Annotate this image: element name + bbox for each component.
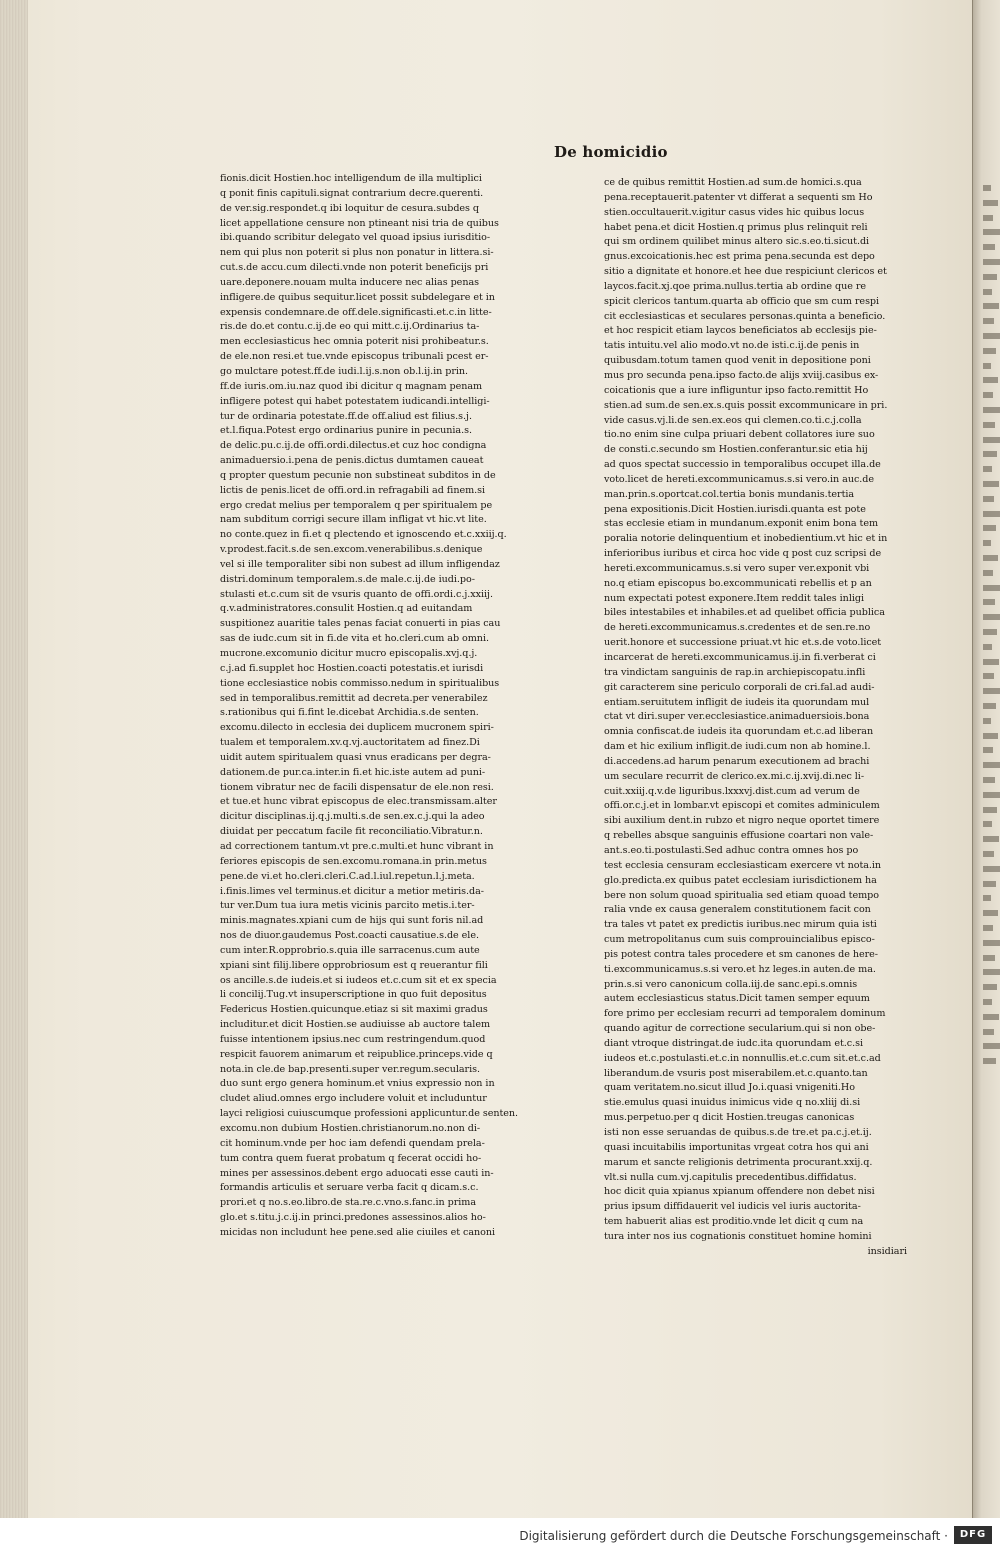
text-line: ad correctionem tantum.vt pre.c.multi.et hunc vibrant in (220, 840, 494, 852)
facing-page-text-fragment (983, 570, 993, 576)
text-line: go mulctare potest.ff.de iudi.l.ij.s.non ob.l.ij.in prin. (220, 365, 469, 377)
text-line: formandis articulis et seruare verba facit q dicam.s.c. (220, 1182, 479, 1194)
facing-page-text-fragment (983, 836, 999, 842)
text-line: offi.or.c.j.et in lombar.vt episcopi et comites adminiculem (604, 800, 880, 812)
text-line: layci religiosi cuiuscumque professioni applicuntur.de senten. (220, 1108, 519, 1120)
text-line: i.finis.limes vel terminus.et dicitur a metior metiris.da- (220, 885, 484, 897)
text-line: habet pena.et dicit Hostien.q primus plus relinquit reli (604, 221, 868, 233)
text-line: sas de iudc.cum sit in fi.de vita et ho.cleri.cum ab omni. (220, 633, 489, 645)
text-column-right (604, 176, 907, 1260)
text-line: quam veritatem.no.sicut illud Jo.i.quasi vnigeniti.Ho (604, 1082, 855, 1094)
text-line: cit ecclesiasticas et seculares personas.quinta a beneficio. (604, 310, 886, 322)
text-line: men ecclesiasticus hec omnia poterit nisi prohibeatur.s. (220, 336, 489, 348)
facing-page-text-fragment (983, 422, 995, 428)
text-line: fionis.dicit Hostien.hoc intelligendum de illa multiplici (220, 173, 482, 184)
text-line: isti non esse seruandas de quibus.s.de tre.et pa.c.j.et.ij. (604, 1127, 872, 1138)
text-line: ralia vnde ex causa generalem constitutionem facit con (604, 904, 871, 916)
facing-page-text-fragment (983, 644, 992, 650)
text-line: no conte.quez in fi.et q plectendo et ignoscendo et.c.xxiij.q. (220, 529, 507, 541)
footer-bar (0, 1518, 1000, 1556)
text-line: expensis condemnare.de off.dele.significasti.et.c.in litte- (220, 306, 492, 318)
text-line: tur de ordinaria potestate.ff.de off.aliud est filius.s.j. (220, 410, 472, 422)
text-line: diant vtroque distringat.de iudc.ita quorundam et.c.si (604, 1037, 864, 1049)
facing-page-text-fragment (983, 762, 1000, 768)
text-line: stas ecclesie etiam in mundanum.exponit enim bona tem (604, 518, 879, 530)
text-line: man.prin.s.oportcat.col.tertia bonis mundanis.tertia (604, 488, 855, 500)
facing-page-text-fragment (983, 407, 1000, 413)
text-line: prori.et q no.s.eo.libro.de sta.re.c.vno.s.fanc.in prima (220, 1197, 477, 1209)
facing-page-text-fragment (983, 229, 1000, 235)
text-column-left (220, 172, 540, 1241)
text-line: Federicus Hostien.quicunque.etiaz si sit maximi gradus (220, 1004, 488, 1016)
text-line: glo.predicta.ex quibus patet ecclesiam iurisdictionem ha (604, 874, 877, 886)
text-line: fore primo per ecclesiam recurri ad temporalem dominum (604, 1008, 886, 1020)
text-line: spicit clericos tantum.quarta ab officio que sm cum respi (604, 295, 880, 307)
text-line: hoc dicit quia xpianus xpianum offendere non debet nisi (604, 1186, 875, 1198)
text-line: dationem.de pur.ca.inter.in fi.et hic.iste autem ad puni- (220, 766, 486, 778)
text-line: bere non solum quoad spiritualia sed etiam quoad tempo (604, 889, 879, 901)
facing-page-text-fragment (983, 481, 999, 487)
text-line: ti.excommunicamus.s.si vero.et hz leges.in auten.de ma. (604, 963, 876, 975)
facing-page-text-fragment (983, 1014, 999, 1020)
text-line: excomu.non dubium Hostien.christianorum.no.non di- (220, 1123, 481, 1134)
text-line: suspitionez auaritie tales penas faciat conuerti in pias cau (220, 618, 501, 630)
text-line: poralia notorie delinquentium et inobedientium.vt hic et in (604, 533, 888, 545)
text-line: de ele.non resi.et tue.vnde episcopus tribunali pcest er- (220, 351, 489, 363)
facing-page-text-fragment (983, 614, 1000, 620)
text-line: vlt.si nulla cum.vj.capitulis precedentibus.diffidatus. (604, 1171, 857, 1183)
text-line: ris.de do.et contu.c.ij.de eo qui mitt.c.ij.Ordinarius ta- (220, 321, 480, 333)
facing-page-text-fragment (983, 881, 996, 887)
text-line: nota.in cle.de bap.presenti.super ver.regum.secularis. (220, 1063, 480, 1075)
text-line: sed in temporalibus.remittit ad decreta.per venerabilez (220, 692, 488, 704)
text-line: tatis intuitu.vel alio modo.vt no.de isti.c.ij.de penis in (604, 340, 860, 352)
facing-page-text-fragment (983, 585, 1000, 591)
text-line: v.prodest.facit.s.de sen.excom.venerabilibus.s.denique (220, 544, 483, 556)
text-line: omnia confiscat.de iudeis ita quorundam et.c.ad liberan (604, 726, 874, 738)
facing-page-text-fragment (983, 185, 991, 191)
text-line: mucrone.excomunio dicitur mucro episcopalis.xvj.q.j. (220, 648, 478, 659)
text-line: distri.dominum temporalem.s.de male.c.ij.de iudi.po- (220, 573, 475, 585)
text-line: pena.receptauerit.patenter vt differat a sequenti sm Ho (604, 191, 873, 203)
text-line: ibi.quando scribitur delegato vel quoad ipsius iurisditio- (220, 232, 491, 244)
text-line: excomu.dilecto in ecclesia dei duplicem mucronem spiri- (220, 722, 494, 734)
text-line: pene.de vi.et ho.cleri.cleri.C.ad.l.iul.repetun.l.j.meta. (220, 870, 475, 882)
text-line: iudeos et.c.postulasti.et.c.in nonnullis.et.c.cum sit.et.c.ad (604, 1052, 881, 1064)
text-line: micidas non includunt hee pene.sed alie ciuiles et canoni (220, 1226, 496, 1238)
text-line: no.q etiam episcopus bo.excommunicati rebellis et p an (604, 577, 872, 589)
text-line: fuisse intentionem ipsius.nec cum restringendum.quod (220, 1033, 486, 1045)
facing-page-text-fragment (983, 718, 991, 724)
text-line: os ancille.s.de iudeis.et si iudeos et.c.cum sit et ex specia (220, 974, 497, 986)
text-line: tem habuerit alias est proditio.vnde let dicit q cum na (604, 1216, 864, 1228)
text-line: s.rationibus qui fi.fint le.dicebat Archidia.s.de senten. (220, 707, 479, 719)
facing-page-text-fragment (983, 555, 998, 561)
facing-page-text-fragment (983, 940, 1000, 946)
text-line: tualem et temporalem.xv.q.vj.auctoritatem ad finez.Di (220, 737, 480, 749)
text-line: infligere potest qui habet potestatem iudicandi.intelligi- (220, 395, 490, 407)
text-line: tra vindictam sanguinis de rap.in archiepiscopatu.infli (604, 666, 866, 678)
text-line: tura inter nos ius cognationis constituet homine homini (604, 1230, 872, 1242)
text-line: dicitur disciplinas.ij.q.j.multi.s.de sen.ex.c.j.qui la adeo (220, 811, 485, 823)
facing-page-text-fragment (983, 703, 996, 709)
facing-page-text-fragment (983, 999, 992, 1005)
facing-page-text-fragment (983, 451, 997, 457)
text-line: dam et hic exilium infligit.de iudi.cum non ab homine.l. (604, 741, 871, 753)
facing-page-text-fragment (983, 333, 1000, 339)
text-line: minis.magnates.xpiani cum de hijs qui sunt foris nil.ad (220, 915, 484, 927)
text-line: entiam.seruitutem infligit de iudeis ita quorundam mul (604, 696, 870, 708)
facing-page-text-fragment (983, 303, 999, 309)
text-line: infligere.de quibus sequitur.licet possit subdelegare et in (220, 291, 495, 303)
text-line: tionem vibratur nec de facili dispensatur de ele.non resi. (220, 781, 494, 793)
facing-page-text-fragment (983, 244, 995, 250)
facing-page-text-fragment (983, 1043, 1000, 1049)
text-line: nam subditum corrigi secure illam infligat vt hic.vt lite. (220, 514, 487, 526)
text-line: c.j.ad fi.supplet hoc Hostien.coacti potestatis.et iurisdi (220, 662, 484, 674)
text-line: vide casus.vj.li.de sen.ex.eos qui clemen.co.ti.c.j.colla (604, 414, 862, 426)
text-line: sibi auxilium dent.in rubzo et nigro neque oportet timere (604, 815, 880, 827)
facing-page-text-fragment (983, 377, 998, 383)
text-line: tum contra quem fuerat probatum q fecerat occidi ho- (220, 1152, 482, 1164)
facing-page-text-fragment (983, 925, 993, 931)
text-line: et hoc respicit etiam laycos beneficiatos ab ecclesijs pie- (604, 325, 877, 337)
facing-page-text-fragment (983, 511, 1000, 517)
text-line: vel si ille temporaliter sibi non subest ad illum infligendaz (220, 558, 500, 570)
text-line: diuidat per peccatum facile fit reconciliatio.Vibratur.n. (220, 826, 483, 838)
text-line: q rebelles absque sanguinis effusione coartari non vale- (604, 830, 874, 842)
facing-page-text-fragment (983, 599, 995, 605)
facing-page-text-fragment (983, 688, 1000, 694)
text-line: ff.de iuris.om.iu.naz quod ibi dicitur q magnam penam (220, 380, 483, 392)
text-line: et.l.fiqua.Potest ergo ordinarius punire in pecunia.s. (220, 425, 472, 437)
facing-page-text-fragment (983, 733, 998, 739)
facing-page-text-fragment (983, 289, 992, 295)
text-line: inferioribus iuribus et circa hoc vide q post cuz scripsi de (604, 548, 882, 560)
text-line: li concilij.Tug.vt insuperscriptione in quo fuit depositus (220, 989, 487, 1001)
text-line: num expectati potest exponere.Item reddit tales inligi (604, 592, 864, 604)
book-page-edges (0, 0, 29, 1518)
text-line: liberandum.de vsuris post miserabilem.et.c.quanto.tan (604, 1067, 868, 1079)
text-line: coicationis que a iure infliguntur ipso facto.remittit Ho (604, 384, 869, 396)
funding-note: Digitalisierung gefördert durch die Deutsche Forschungsgemeinschaft · (519, 1529, 948, 1543)
facing-page-text-fragment (983, 525, 996, 531)
text-line: q propter questum pecunie non substineat subditos in de (220, 469, 496, 481)
facing-page-text-fragment (983, 895, 991, 901)
facing-page-text-fragment (983, 866, 1000, 872)
text-line: licet appellatione censure non ptineant nisi tria de quibus (220, 217, 499, 229)
text-line: de consti.c.secundo sm Hostien.conferantur.sic etia hij (604, 444, 868, 456)
text-line: tra tales vt patet ex predictis iuribus.nec mirum quia isti (604, 919, 877, 931)
text-line: uerit.honore et successione priuat.vt hic et.s.de voto.licet (604, 637, 882, 649)
text-line: lictis de penis.licet de offi.ord.in refragabili ad finem.si (220, 484, 486, 496)
text-line: ergo credat melius per temporalem q per spiritualem pe (220, 499, 493, 511)
facing-page-text-fragment (983, 392, 993, 398)
text-line: git caracterem sine periculo corporali de cri.fal.ad audi- (604, 681, 875, 693)
text-line: mines per assessinos.debent ergo aduocati esse cauti in- (220, 1167, 494, 1179)
text-line: q ponit finis capituli.signat contrarium decre.querenti. (220, 187, 484, 199)
text-line: prius ipsum diffidauerit vel iudicis vel iuris auctorita- (604, 1201, 861, 1213)
text-line: um seculare recurrit de clerico.ex.mi.c.ij.xvij.di.nec li- (604, 770, 865, 782)
facing-page-text-fragment (983, 348, 996, 354)
text-line: qui sm ordinem quilibet minus altero sic.s.eo.ti.sicut.di (604, 236, 870, 248)
text-line: test ecclesia censuram ecclesiasticam exercere vt nota.in (604, 859, 882, 871)
facing-page-text-fragment (983, 318, 994, 324)
text-line: glo.et s.titu.j.c.ij.in princi.predones assessinos.alios ho- (220, 1212, 486, 1224)
text-line: nem qui plus non poterit si plus non ponatur in littera.si- (220, 247, 494, 259)
text-line: autem ecclesiasticus status.Dicit tamen semper equum (604, 993, 870, 1005)
facing-page-text-fragment (983, 807, 997, 813)
facing-page-text-fragment (983, 437, 1000, 443)
text-line: et tue.et hunc vibrat episcopus de elec.transmissam.alter (220, 796, 497, 808)
text-line: ce de quibus remittit Hostien.ad sum.de homici.s.qua (604, 177, 862, 188)
text-line: quando agitur de correctione secularium.qui si non obe- (604, 1023, 876, 1035)
text-line: tur ver.Dum tua iura metis vicinis parcito metis.i.ter- (220, 900, 475, 912)
text-line: biles intestabiles et inhabiles.et ad quelibet officia publica (604, 607, 885, 619)
text-line: cludet aliud.omnes ergo includere voluit et includuntur (220, 1093, 487, 1105)
text-line: uare.deponere.nouam multa inducere nec alias penas (220, 276, 479, 288)
text-line: prin.s.si vero canonicum colla.iij.de sanc.epi.s.omnis (604, 978, 858, 990)
facing-page-text-fragment (983, 851, 994, 857)
facing-page-text-fragment (983, 777, 995, 783)
text-line: respicit fauorem animarum et reipublice.princeps.vide q (220, 1048, 493, 1060)
text-line: uidit autem spiritualem quasi vnus eradicans per degra- (220, 751, 491, 763)
facing-page-text-fragment (983, 540, 991, 546)
text-line: feriores episcopis de sen.excomu.romana.in prin.metus (220, 855, 487, 867)
facing-page-text-fragment (983, 659, 999, 665)
page-header: De homicidio (554, 143, 668, 161)
facing-page-text-fragment (983, 215, 993, 221)
text-line: duo sunt ergo genera hominum.et vnius expressio non in (220, 1078, 495, 1090)
text-line: pis potest contra tales procedere et sm canones de here- (604, 948, 878, 960)
text-line: gnus.excoicationis.hec est prima pena.secunda est depo (604, 251, 875, 263)
facing-page-text-fragment (983, 1029, 994, 1035)
facing-page-text-fragment (983, 984, 997, 990)
text-line: de hereti.excommunicamus.s.credentes et de sen.re.no (604, 622, 871, 634)
text-line: sitio a dignitate et honore.et hee due respiciunt clericos et (604, 266, 887, 278)
dfg-logo: DFG (954, 1526, 992, 1544)
text-line: voto.licet de hereti.excommunicamus.s.si vero.in auc.de (604, 473, 875, 485)
facing-page-text-fragment (983, 792, 1000, 798)
facing-page-text-fragment (983, 363, 991, 369)
text-line: di.accedens.ad harum penarum executionem ad brachi (604, 755, 870, 767)
text-line: stie.emulus quasi inuidus inimicus vide q no.xliij di.si (604, 1097, 861, 1109)
text-line: quibusdam.totum tamen quod venit in depositione poni (604, 355, 871, 367)
catchword: insidiari (867, 1245, 907, 1257)
text-line: ctat vt diri.super ver.ecclesiastice.animaduersiois.bona (604, 711, 870, 723)
facing-page-text-fragment (983, 821, 992, 827)
facing-page-text-fragment (983, 496, 994, 502)
text-line: q.v.administratores.consulit Hostien.q ad euitandam (220, 603, 473, 615)
text-line: tione ecclesiastice nobis commisso.nedum in spiritualibus (220, 677, 500, 689)
facing-page-text-fragment (983, 274, 997, 280)
facing-page-text-fragment (983, 673, 994, 679)
text-line: ad quos spectat successio in temporalibus occupet illa.de (604, 459, 881, 471)
facing-page-text-fragment (983, 1058, 996, 1064)
facing-page-edge (972, 0, 1000, 1518)
text-line: ant.s.eo.ti.postulasti.Sed adhuc contra omnes hos po (604, 844, 859, 856)
facing-page-text-fragment (983, 955, 995, 961)
text-line: laycos.facit.xj.qoe prima.nullus.tertia ab ordine que re (604, 280, 867, 292)
text-line: hereti.excommunicamus.s.si vero super ver.exponit vbi (604, 562, 870, 574)
text-line: cum inter.R.opprobrio.s.quia ille sarracenus.cum aute (220, 944, 480, 956)
text-line: cuit.xxiij.q.v.de liguribus.lxxxvj.dist.cum ad verum de (604, 785, 860, 797)
facing-page-text-fragment (983, 200, 998, 206)
text-line: incarcerat de hereti.excommunicamus.ij.in fi.verberat ci (604, 652, 876, 663)
facing-page-text-fragment (983, 969, 1000, 975)
text-line: cum metropolitanus cum suis comprouincialibus episco- (604, 934, 875, 946)
facing-page-text-fragment (983, 910, 998, 916)
text-line: pena expositionis.Dicit Hostien.iurisdi.quanta est pote (604, 503, 866, 515)
text-line: marum et sancte religionis detrimenta procurant.xxij.q. (604, 1156, 873, 1168)
text-line: cit hominum.vnde per hoc iam defendi quendam prela- (220, 1137, 485, 1149)
text-line: de ver.sig.respondet.q ibi loquitur de cesura.subdes q (220, 202, 480, 214)
text-line: stien.ad sum.de sen.ex.s.quis possit excommunicare in pri. (604, 399, 888, 411)
text-line: xpiani sint filij.libere opprobriosum est q reuerantur fili (220, 959, 488, 971)
facing-page-text-fragment (983, 629, 997, 635)
text-line: stien.occultauerit.v.igitur casus vides hic quibus locus (604, 206, 865, 218)
facing-page-text-fragment (983, 747, 993, 753)
facing-page-text-fragment (983, 466, 992, 472)
text-line: quasi incuitabilis importunitas vrgeat cotra hos qui ani (604, 1141, 869, 1153)
text-line: stulasti et.c.cum sit de vsuris quanto de offi.ordi.c.j.xxiij. (220, 588, 493, 600)
facing-page-text-fragment (983, 259, 1000, 265)
text-line: tio.no enim sine culpa priuari debent collatores iure suo (604, 429, 875, 441)
text-line: nos de diuor.gaudemus Post.coacti causatiue.s.de ele. (220, 930, 479, 942)
text-line: cut.s.de accu.cum dilecti.vnde non poterit beneficijs pri (220, 262, 489, 274)
text-line: includitur.et dicit Hostien.se audiuisse ab auctore talem (220, 1019, 491, 1031)
text-line: de delic.pu.c.ij.de offi.ordi.dilectus.et cuz hoc condigna (220, 440, 487, 452)
text-line: animaduersio.i.pena de penis.dictus dumtamen caueat (220, 455, 484, 467)
text-line: mus.perpetuo.per q dicit Hostien.treugas canonicas (604, 1112, 855, 1124)
text-line: mus pro secunda pena.ipso facto.de alijs xviij.casibus ex- (604, 369, 879, 381)
